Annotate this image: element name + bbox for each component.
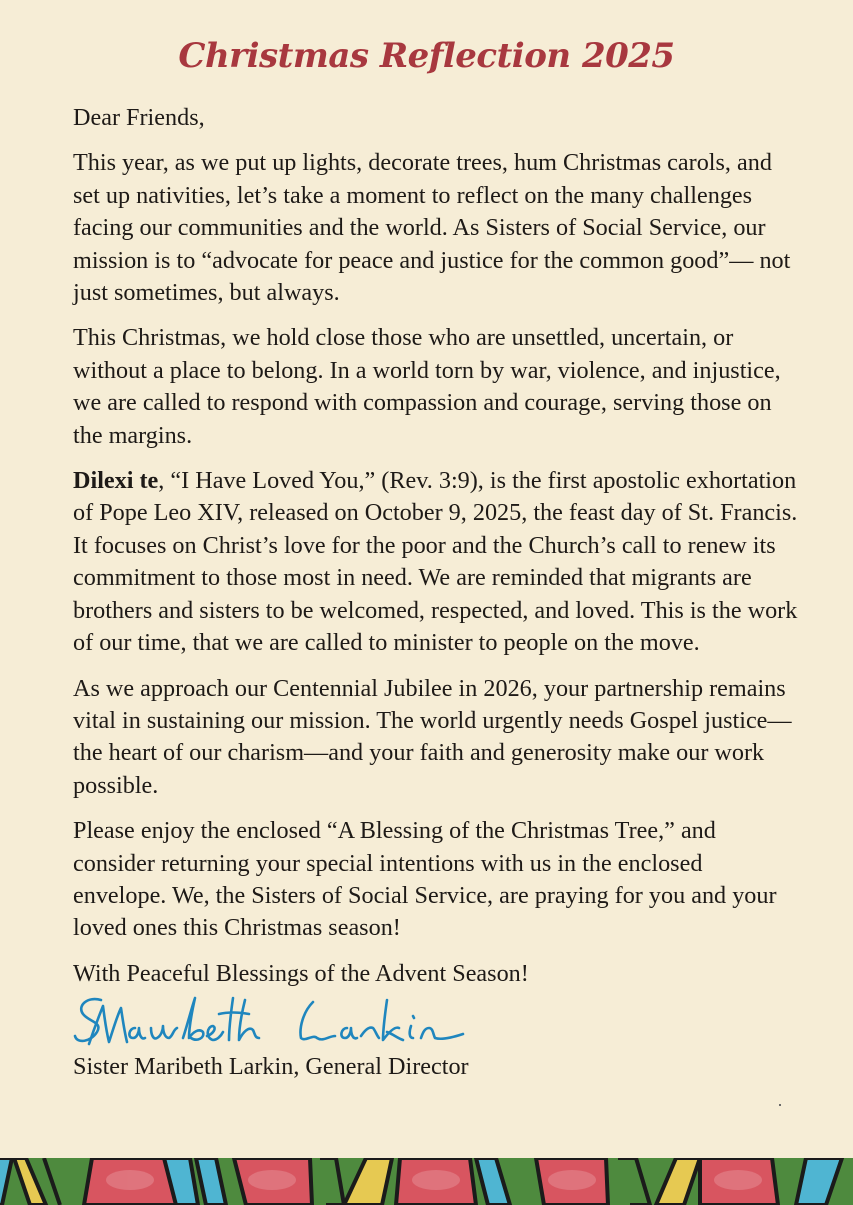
dilexi-te-text: , “I Have Loved You,” (Rev. 3:9), is the first apostolic exhortation of Pope Leo XIV, released on October 9, 2025, the feast day of St. Francis. It focuses on Christ’s love for the poor and the Church’s call to renew its commitment to those most in need. We are reminded that migrants are brothers and sisters to be welcomed, respected, and loved. This is the work of our time, that we are called to minister to people on the move. (73, 467, 798, 657)
paragraph-dilexi-te (73, 465, 798, 659)
closing-line: With Peaceful Blessings of the Advent Season! (73, 959, 529, 987)
signature-image (73, 992, 473, 1052)
letter-body (73, 102, 798, 1095)
stray-mark (779, 1104, 781, 1106)
salutation: Dear Friends, (73, 104, 205, 131)
paragraph-blessing: Please enjoy the enclosed “A Blessing of the Christmas Tree,” and consider returning your special intentions with us in the enclosed envelope. We, the Sisters of Social Service, are praying for you and your loved ones this Christmas season! (73, 817, 777, 942)
signer-name: Sister Maribeth Larkin, General Director (73, 1053, 469, 1081)
paragraph-jubilee: As we approach our Centennial Jubilee in 2026, your partnership remains vital in sustaining our mission. The world urgently needs Gospel justice—the heart of our charism—and your faith and generosity make our work possible. (73, 674, 792, 799)
dilexi-te-title: Dilexi te (73, 467, 159, 495)
stained-glass-border (0, 1158, 853, 1205)
page-title: Christmas Reflection 2025 (178, 36, 675, 76)
paragraph-christmas: This Christmas, we hold close those who are unsettled, uncertain, or without a place to belong. In a world torn by war, violence, and injustice, we are called to respond with compassion and courage, serving those on the margins. (73, 324, 781, 449)
paragraph-lights: This year, as we put up lights, decorate trees, hum Christmas carols, and set up nativities, let’s take a moment to reflect on the many challenges facing our communities and the world. As Sisters of Social Service, our mission is to “advocate for peace and justice for the common good”— not just sometimes, but always. (73, 149, 791, 307)
